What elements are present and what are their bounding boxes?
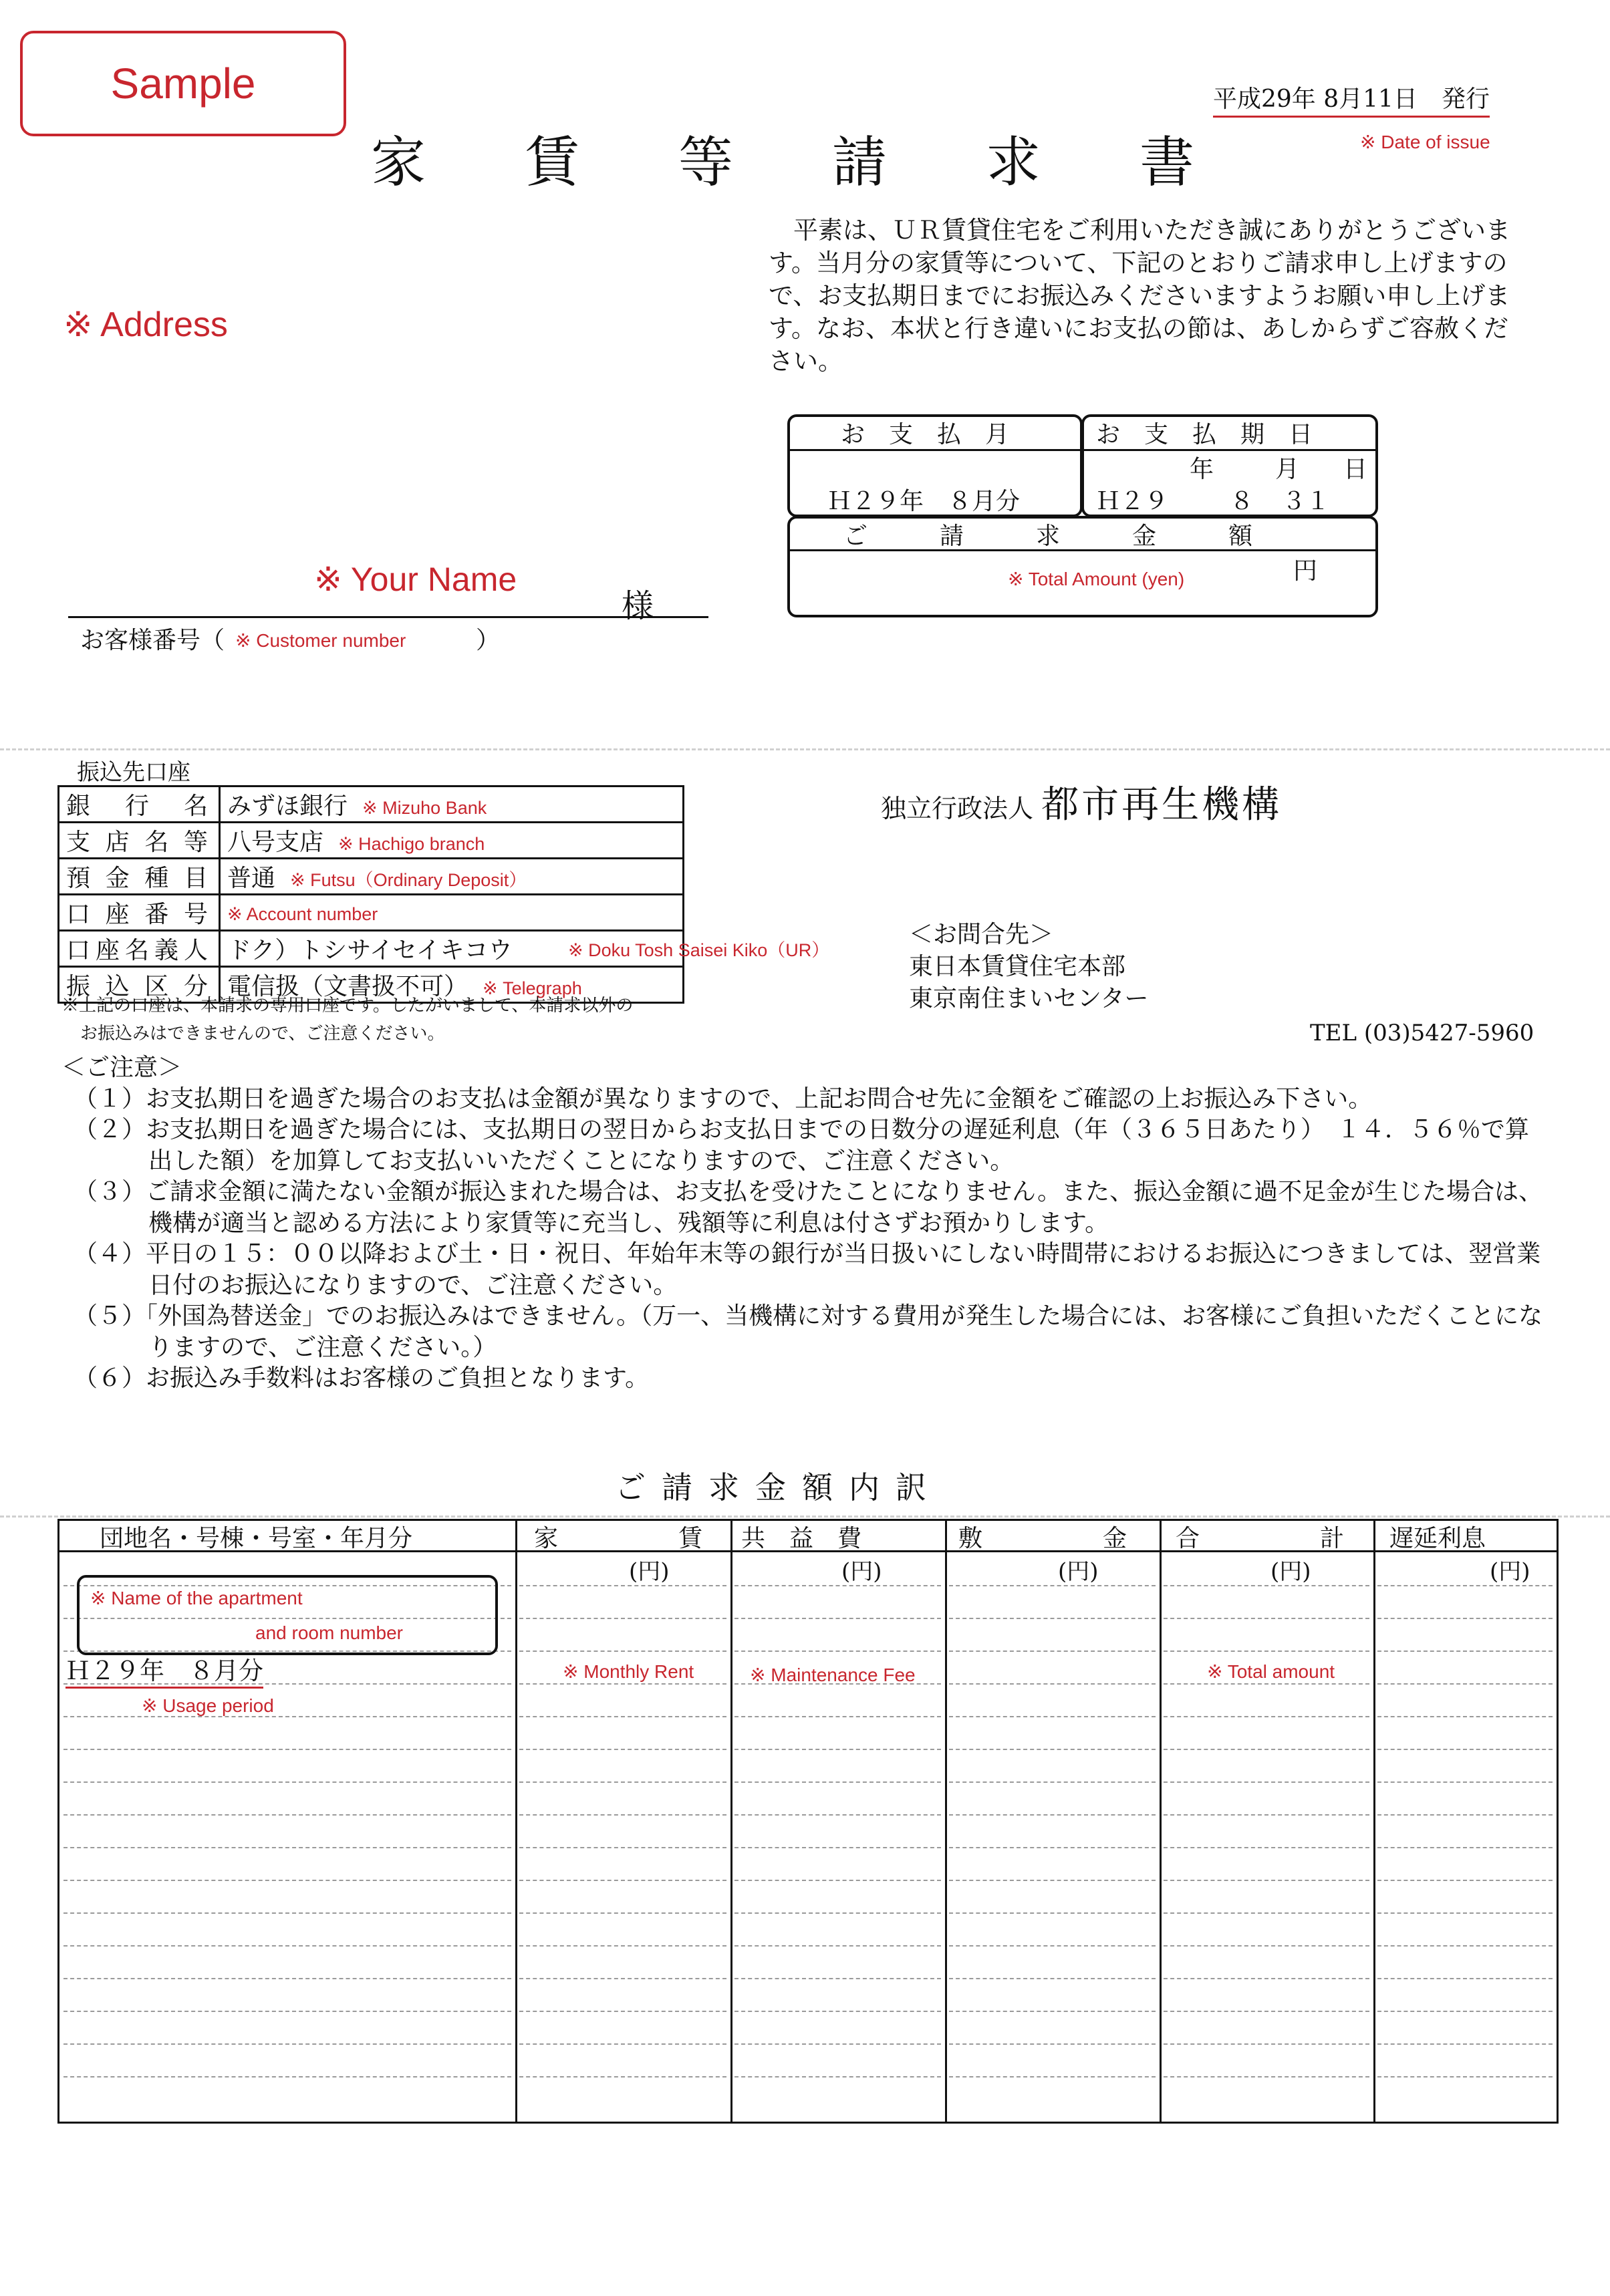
bank-label: 口座番号: [59, 895, 220, 931]
due-day-value: ３１: [1282, 488, 1331, 515]
intro-text: 平素は、ＵＲ賃貸住宅をご利用いただき誠にありがとうございます。当月分の家賃等について、下記のとおりご請求申し上げますので、お支払期日までにお振込みくださいますようお願い申し上げます。なお、本状と行き違いにお支払の節は、あしからずご容赦ください。: [769, 216, 1510, 376]
payment-month-label: お 支 払 月: [841, 421, 1010, 448]
dotted-row-rule: [1164, 2011, 1369, 2012]
column-header: 遅延利息: [1389, 1524, 1486, 1552]
contact-heading: ＜お問合先＞: [909, 921, 1054, 948]
dotted-row-rule: [1164, 1651, 1369, 1652]
dotted-row-rule: [519, 1749, 726, 1750]
dotted-row-rule: [63, 2043, 511, 2045]
dotted-row-rule: [63, 1880, 511, 1881]
dotted-row-rule: [519, 1585, 726, 1586]
dotted-row-rule: [63, 1814, 511, 1816]
bank-footnote-line: お振込みはできませんので、ご注意ください。: [80, 1024, 445, 1044]
dotted-row-rule: [1164, 1781, 1369, 1783]
dotted-row-rule: [949, 1880, 1156, 1881]
due-month-value: ８: [1230, 488, 1254, 515]
dotted-row-rule: [519, 1945, 726, 1947]
bank-row: [59, 931, 684, 967]
note-item: （５）「外国為替送金」でのお振込みはできません。（万一、当機構に対する費用が発生した場合には、お客様にご負担いただくことになりますので、ご注意ください。）: [74, 1302, 1543, 1361]
payment-month-value: Ｈ２９年 ８月分: [827, 488, 1021, 515]
note-item: （４）平日の１５：００以降および土・日・祝日、年始年末等の銀行が当日扱いにしない時間帯におけるお振込につきましては、翌営業日付のお振込になりますので、ご注意ください。: [74, 1240, 1541, 1299]
dotted-row-rule: [949, 1847, 1156, 1848]
bank-value: 八号支店: [227, 829, 324, 856]
customer-number-close: ）: [476, 627, 501, 654]
customer-number-note: ※ Customer number: [235, 630, 406, 651]
bank-value: みずほ銀行: [227, 793, 348, 820]
dotted-row-rule: [734, 2043, 941, 2045]
dotted-row-rule: [519, 2011, 726, 2012]
dotted-row-rule: [1377, 1847, 1553, 1848]
dotted-row-rule: [1164, 1880, 1369, 1881]
dotted-row-rule: [734, 1618, 941, 1619]
rent-note: ※ Monthly Rent: [563, 1661, 694, 1682]
bank-heading: 振込先口座: [77, 759, 190, 786]
dotted-row-rule: [1377, 1781, 1553, 1783]
dotted-row-rule: [734, 2011, 941, 2012]
page-title: 家賃等請求書: [371, 131, 1294, 194]
bank-row: [59, 859, 684, 895]
dotted-row-rule: [1377, 1945, 1553, 1947]
bank-note: ※ Account number: [227, 904, 378, 924]
dotted-row-rule: [1377, 1716, 1553, 1717]
dotted-row-rule: [949, 1781, 1156, 1783]
dotted-row-rule: [1377, 1683, 1553, 1685]
dotted-row-rule: [519, 1978, 726, 1979]
note-item: （２）お支払期日を過ぎた場合には、支払期日の翌日からお支払日までの日数分の遅延利息（年（３６５日あたり） １４．５６％で算出した額）を加算してお支払いいただくことになりますので、ご注意ください。: [74, 1116, 1530, 1175]
dotted-row-rule: [949, 1585, 1156, 1586]
dotted-row-rule: [63, 1749, 511, 1750]
dotted-row-rule: [1377, 1814, 1553, 1816]
dotted-row-rule: [949, 1912, 1156, 1914]
bank-value: ドク）トシサイセイキコウ: [227, 937, 513, 964]
column-rule: [1160, 1521, 1162, 2122]
dotted-row-rule: [734, 1814, 941, 1816]
total-note: ※ Total amount: [1207, 1661, 1335, 1682]
dotted-row-rule: [519, 1912, 726, 1914]
bank-note: ※ Doku Tosh Saisei Kiko（UR）: [568, 940, 830, 960]
dotted-row-rule: [949, 2011, 1156, 2012]
dotted-row-rule: [949, 1749, 1156, 1750]
dotted-row-rule: [1164, 1749, 1369, 1750]
unit-label: (円): [1058, 1558, 1099, 1585]
bank-label: 銀行名: [59, 786, 220, 823]
dotted-row-rule: [1377, 1978, 1553, 1979]
bank-label: 預金種目: [59, 859, 220, 895]
issue-date: 平成29年 8月11日 発行: [1213, 80, 1490, 118]
dotted-row-rule: [734, 2076, 941, 2077]
dotted-row-rule: [1377, 1749, 1553, 1750]
dotted-row-rule: [519, 1880, 726, 1881]
note-item: （１）お支払期日を過ぎた場合のお支払は金額が異なりますので、上記お問合せ先に金額をご確認の上お振込み下さい。: [74, 1085, 1373, 1113]
due-date-label: お 支 払 期 日: [1096, 421, 1313, 448]
due-month-label: 月: [1275, 456, 1300, 483]
fold-line: [0, 1516, 1610, 1518]
dotted-row-rule: [734, 1978, 941, 1979]
dotted-row-rule: [63, 2076, 511, 2077]
dotted-row-rule: [1377, 2076, 1553, 2077]
dotted-row-rule: [519, 2043, 726, 2045]
bank-note: ※ Telegraph: [483, 978, 582, 998]
dotted-row-rule: [1164, 1847, 1369, 1848]
contact-center: 東京南住まいセンター: [909, 985, 1149, 1012]
column-rule: [730, 1521, 732, 2122]
apartment-note: ※ Name of the apartment: [90, 1588, 303, 1608]
bank-footnote-line: ※上記の口座は、本請求の専用口座です。したがいまして、本請求以外の: [61, 996, 634, 1016]
dotted-row-rule: [949, 1945, 1156, 1947]
contact-block: [909, 919, 1149, 1015]
dotted-row-rule: [519, 1847, 726, 1848]
dotted-row-rule: [63, 1781, 511, 1783]
dotted-row-rule: [949, 1814, 1156, 1816]
dotted-row-rule: [949, 1651, 1156, 1652]
bank-row: [59, 786, 684, 823]
dotted-row-rule: [734, 1716, 941, 1717]
dotted-row-rule: [734, 1945, 941, 1947]
dotted-row-rule: [734, 1847, 941, 1848]
dotted-row-rule: [734, 1749, 941, 1750]
bank-label: 支店名等: [59, 823, 220, 859]
amount-unit: 円: [1293, 557, 1318, 585]
bank-note: ※ Mizuho Bank: [362, 798, 487, 818]
note-item: （３）ご請求金額に満たない金額が振込まれた場合は、お支払を受けたことになりません。また、振込金額に過不足金が生じた場合は、機構が適当と認める方法により家賃等に充当し、残額等に利息は付さずお預かりします。: [74, 1178, 1543, 1237]
column-header: 合 計: [1176, 1524, 1345, 1552]
dotted-row-rule: [519, 1618, 726, 1619]
dotted-row-rule: [949, 1618, 1156, 1619]
telephone: TEL (03)5427-5960: [1310, 1020, 1534, 1046]
dotted-row-rule: [63, 2011, 511, 2012]
bank-note: ※ Hachigo branch: [338, 834, 485, 854]
dotted-row-rule: [1377, 1912, 1553, 1914]
column-header: 共 益 費: [741, 1524, 862, 1552]
dotted-row-rule: [949, 2076, 1156, 2077]
dotted-row-rule: [1164, 1912, 1369, 1914]
dotted-row-rule: [734, 1880, 941, 1881]
contact-office: 東日本賃貸住宅本部: [909, 953, 1126, 980]
due-day-label: 日: [1343, 456, 1368, 483]
column-header: 家 賃: [534, 1524, 703, 1552]
dotted-row-rule: [1164, 2076, 1369, 2077]
dotted-row-rule: [519, 1716, 726, 1717]
dotted-row-rule: [1164, 1978, 1369, 1979]
dotted-row-rule: [1377, 1585, 1553, 1586]
dotted-row-rule: [63, 1716, 511, 1717]
organization-prefix: 独立行政法人: [881, 794, 1034, 823]
due-year-label: 年: [1190, 456, 1214, 483]
bank-value: 普通: [227, 865, 276, 892]
customer-number-label: お客様番号（: [80, 627, 225, 654]
bank-row: [59, 895, 684, 931]
dotted-row-rule: [734, 1912, 941, 1914]
note-item: （６）お振込み手数料はお客様のご負担となります。: [74, 1365, 650, 1392]
dotted-row-rule: [519, 1814, 726, 1816]
dotted-row-rule: [1377, 2011, 1553, 2012]
usage-period-note: ※ Usage period: [142, 1695, 274, 1716]
column-rule: [945, 1521, 947, 2122]
unit-label: (円): [841, 1558, 882, 1585]
sample-stamp: Sample: [20, 31, 346, 136]
dotted-row-rule: [1377, 1618, 1553, 1619]
dotted-row-rule: [1164, 1683, 1369, 1685]
dotted-row-rule: [949, 1978, 1156, 1979]
usage-period: Ｈ２９年 ８月分: [65, 1651, 263, 1689]
organization: [881, 775, 1282, 829]
column-header: 団地名・号棟・号室・年月分: [100, 1524, 413, 1552]
bank-note: ※ Futsu（Ordinary Deposit）: [290, 870, 527, 890]
name-note: ※ Your Name: [314, 561, 517, 598]
dotted-row-rule: [63, 1978, 511, 1979]
column-rule: [1373, 1521, 1375, 2122]
bank-footnote: [61, 992, 633, 1048]
dotted-row-rule: [63, 1945, 511, 1947]
unit-label: (円): [1490, 1558, 1530, 1585]
address-note: ※ Address: [63, 305, 228, 344]
unit-label: (円): [1270, 1558, 1311, 1585]
column-header: 敷 金: [958, 1524, 1127, 1552]
dotted-row-rule: [519, 1683, 726, 1685]
issue-date-note: ※ Date of issue: [1360, 132, 1490, 152]
bank-row: [59, 823, 684, 859]
dotted-row-rule: [1377, 1651, 1553, 1652]
dotted-row-rule: [63, 1912, 511, 1914]
dotted-row-rule: [949, 2043, 1156, 2045]
column-rule: [515, 1521, 517, 2122]
dotted-row-rule: [1164, 1585, 1369, 1586]
breakdown-title: ご請求金額内訳: [615, 1469, 942, 1505]
bank-label: 振込区分: [59, 967, 220, 1003]
dotted-row-rule: [1377, 1880, 1553, 1881]
bank-value: 電信扱（文書扱不可）: [227, 973, 468, 1000]
amount-label: ご 請 求 金 額: [843, 523, 1253, 550]
dotted-row-rule: [1164, 1814, 1369, 1816]
dotted-row-rule: [519, 1781, 726, 1783]
dotted-row-rule: [519, 1651, 726, 1652]
fold-line: [0, 748, 1610, 750]
bank-label: 口座名義人: [59, 931, 220, 967]
dotted-row-rule: [949, 1716, 1156, 1717]
dotted-row-rule: [1164, 1716, 1369, 1717]
dotted-row-rule: [734, 1651, 941, 1652]
honorific: 様: [622, 587, 654, 625]
organization-name: 都市再生機構: [1041, 783, 1283, 827]
name-underline: [68, 616, 708, 618]
unit-label: (円): [629, 1558, 670, 1585]
dotted-row-rule: [734, 1781, 941, 1783]
maintenance-note: ※ Maintenance Fee: [750, 1665, 916, 1685]
amount-note: ※ Total Amount (yen): [1008, 569, 1185, 589]
notes-heading: ＜ご注意＞: [61, 1054, 182, 1081]
bank-account-table: [57, 785, 830, 1004]
dotted-row-rule: [734, 1585, 941, 1586]
due-year-value: Ｈ２９: [1096, 488, 1169, 515]
dotted-row-rule: [1164, 1945, 1369, 1947]
dotted-row-rule: [949, 1683, 1156, 1685]
dotted-row-rule: [519, 2076, 726, 2077]
apartment-note-cont: and room number: [255, 1622, 404, 1643]
dotted-row-rule: [63, 1847, 511, 1848]
dotted-row-rule: [1377, 2043, 1553, 2045]
notes-section: [61, 1052, 1552, 1395]
dotted-row-rule: [1164, 1618, 1369, 1619]
dotted-row-rule: [1164, 2043, 1369, 2045]
